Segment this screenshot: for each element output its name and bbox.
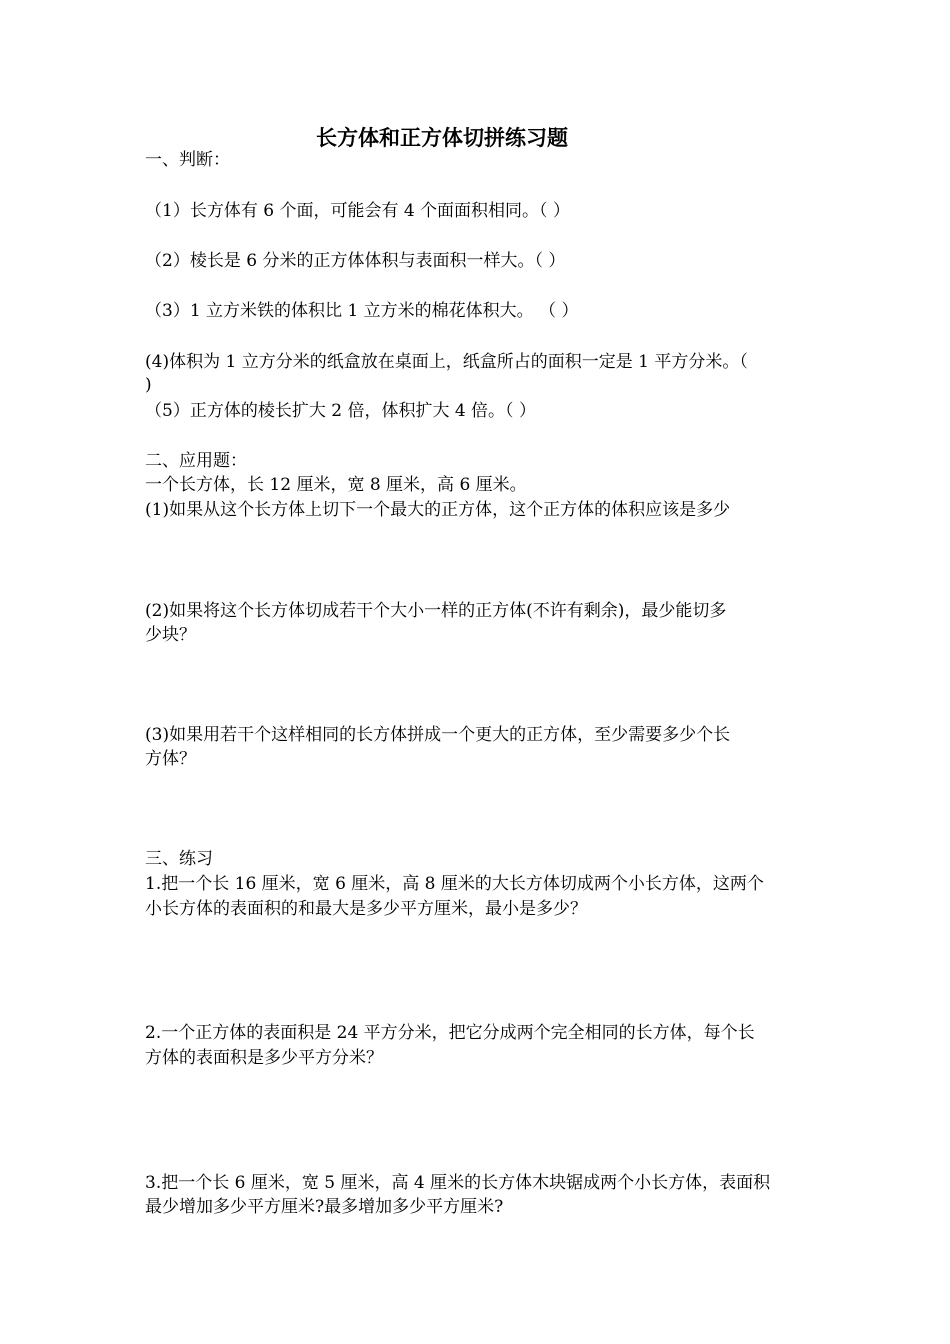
- section-3-heading: 三、练习: [145, 849, 213, 869]
- exercise-1-line-2: 小长方体的表面积的和最大是多少平方厘米，最小是多少？: [145, 899, 587, 919]
- exercise-3-line-1: 3.把一个长 6 厘米，宽 5 厘米，高 4 厘米的长方体木块锯成两个小长方体，表面积: [145, 1173, 771, 1193]
- judgment-item-4: (4)体积为 1 立方分米的纸盒放在桌面上，纸盒所占的面积一定是 1 平方分米。（: [145, 352, 748, 372]
- question-2-line-1: (2)如果将这个长方体切成若干个大小一样的正方体(不许有剩余)，最少能切多: [145, 601, 727, 621]
- exercise-2-line-1: 2.一个正方体的表面积是 24 平方分米，把它分成两个完全相同的长方体，每个长: [145, 1023, 755, 1043]
- exercise-3-line-2: 最少增加多少平方厘米?最多增加多少平方厘米?: [145, 1197, 504, 1217]
- judgment-item-3: （3）1 立方米铁的体积比 1 立方米的棉花体积大。 （ ）: [145, 301, 579, 321]
- section-1-heading: 一、判断：: [145, 150, 230, 170]
- judgment-item-1: （1）长方体有 6 个面，可能会有 4 个面面积相同。（ ）: [145, 201, 570, 221]
- document-title: 长方体和正方体切拼练习题: [316, 126, 568, 150]
- exercise-2-line-2: 方体的表面积是多少平方分米？: [145, 1048, 383, 1068]
- judgment-item-5: （5）正方体的棱长扩大 2 倍，体积扩大 4 倍。（ ）: [145, 401, 536, 421]
- question-1: (1)如果从这个长方体上切下一个最大的正方体，这个正方体的体积应该是多少: [145, 500, 731, 520]
- exercise-1-line-1: 1.把一个长 16 厘米，宽 6 厘米，高 8 厘米的大长方体切成两个小长方体，这两个: [145, 874, 764, 894]
- judgment-item-4-continued: ): [145, 375, 152, 395]
- question-3-line-1: (3)如果用若干个这样相同的长方体拼成一个更大的正方体，至少需要多少个长: [145, 725, 731, 745]
- question-2-line-2: 少块？: [145, 625, 196, 645]
- question-3-line-2: 方体？: [145, 749, 196, 769]
- judgment-item-2: （2）棱长是 6 分米的正方体体积与表面积一样大。（ ）: [145, 251, 566, 271]
- section-2-heading: 二、应用题：: [145, 451, 247, 471]
- problem-intro: 一个长方体，长 12 厘米，宽 8 厘米，高 6 厘米。: [145, 475, 527, 495]
